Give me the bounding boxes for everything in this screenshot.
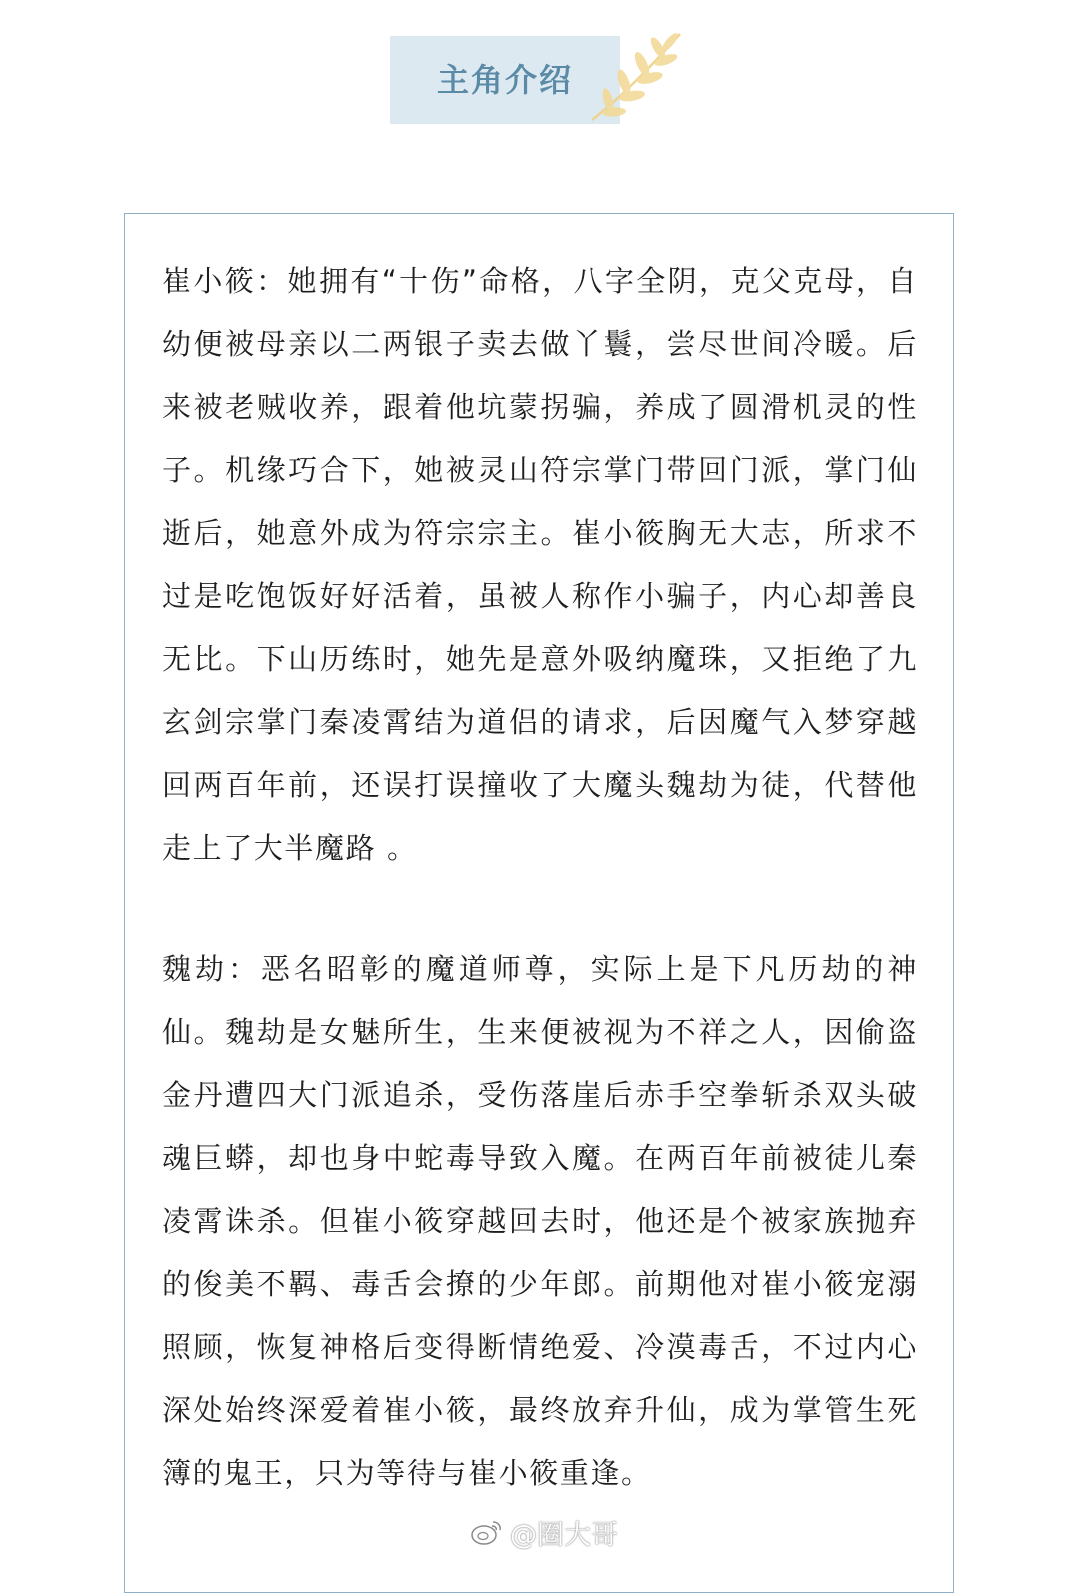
weibo-icon	[470, 1517, 504, 1547]
weibo-watermark	[470, 1512, 618, 1552]
page-title: 主角介绍	[436, 61, 573, 99]
character-intro-wei-jie: 魏劫：恶名昭彰的魔道师尊，实际上是下凡历劫的神仙。魏劫是女魅所生，生来便被视为不祥之人，因偷盗金丹遭四大门派追杀，受伤落崖后赤手空拳斩杀双头破魂巨蟒，却也身中蛇毒导致入魔。在两百年前被徒儿秦凌霄诛杀。但崔小筱穿越回去时，他还是个被家族抛弃的俊美不羁、毒舌会撩的少年郎。前期他对崔小筱宠溺照顾，恢复神格后变得断情绝爱、冷漠毒舌，不过内心深处始终深爱着崔小筱，最终放弃升仙，成为掌管生死簿的鬼王，只为等待与崔小筱重逢。	[162, 952, 918, 1490]
character-intro-cui-xiaoxiao: 崔小筱：她拥有“十伤”命格，八字全阴，克父克母，自幼便被母亲以二两银子卖去做丫鬟，尝尽世间冷暖。后来被老贼收养，跟着他坑蒙拐骗，养成了圆滑机灵的性子。机缘巧合下，她被灵山符宗掌门带回门派，掌门仙逝后，她意外成为符宗宗主。崔小筱胸无大志，所求不过是吃饱饭好好活着，虽被人称作小骗子，内心却善良无比。下山历练时，她先是意外吸纳魔珠，又拒绝了九玄剑宗掌门秦凌霄结为道侣的请求，后因魔气入梦穿越回两百年前，还误打误撞收了大魔头魏劫为徒，代替他走上了大半魔路 。	[162, 264, 918, 865]
watermark-text: @圈大哥	[510, 1519, 618, 1551]
